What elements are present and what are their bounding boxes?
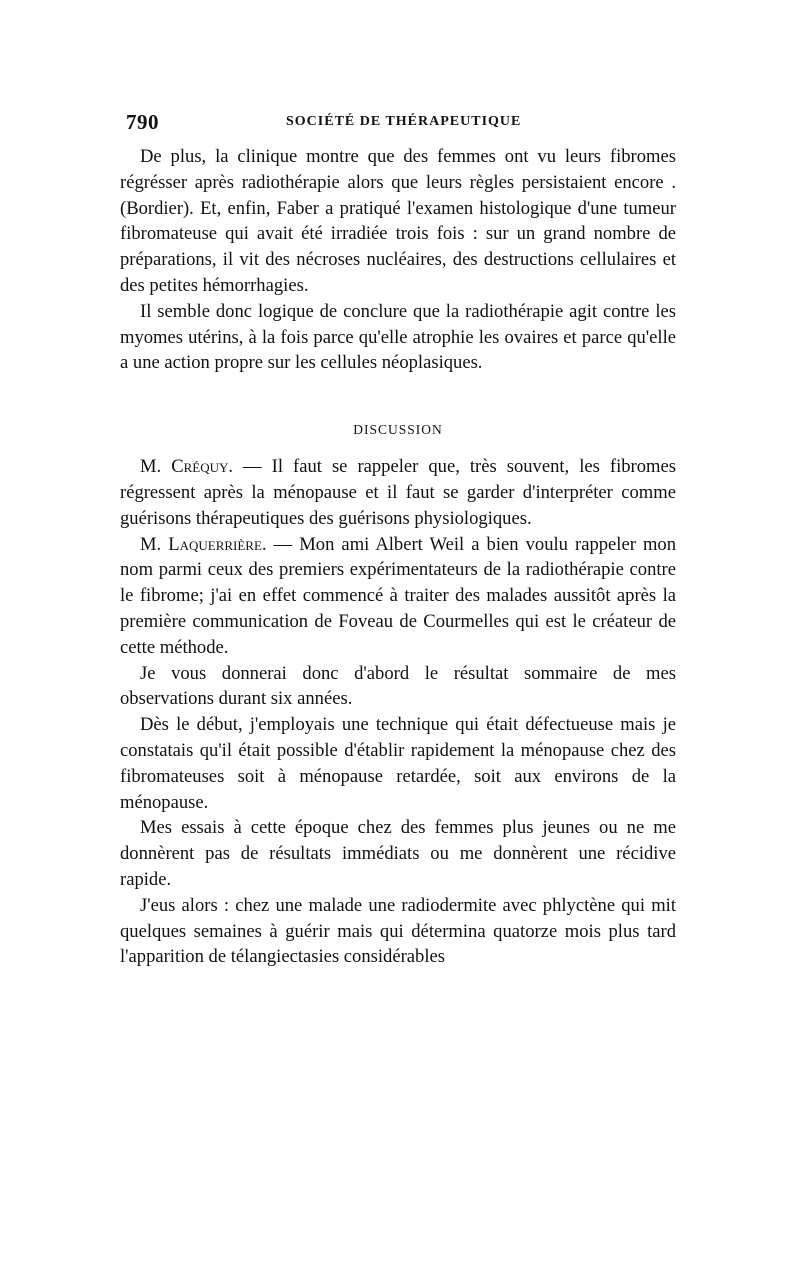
paragraph-radiodermatitis: J'eus alors : chez une malade une radiodermite avec phlyctène qui mit quelques semaines à guérir mais qui détermina quatorze mois plus tard l'apparition de télangiectasies considérables bbox=[120, 894, 676, 968]
journal-title: SOCIÉTÉ DE THÉRAPEUTIQUE bbox=[286, 114, 522, 129]
speaker-remark: — Il faut se rappeler que, très souvent, les fibromes régressent après la ménopause et il faut se garder d'interpréter comme guérisons thérapeutiques des guérisons physiologiques. bbox=[120, 456, 676, 529]
speaker-remark: — Mon ami Albert Weil a bien voulu rappeler mon nom parmi ceux des premiers expérimentateurs de la radiothérapie contre le fibrome; j'ai en effet commencé à traiter des malades aussitôt après la première communication de Foveau de Courmelles qui est le créateur de cette méthode. bbox=[120, 533, 677, 658]
speaker-name: M. Créquy. bbox=[140, 456, 234, 478]
paragraph-younger-patients: Mes essais à cette époque chez des femmes plus jeunes ou ne me donnèrent pas de résultats immédiats ou me donnèrent une récidive rapide. bbox=[120, 817, 676, 890]
discussion-entry-crequy bbox=[120, 454, 676, 531]
paragraph-conclusion: Il semble donc logique de conclure que la radiothérapie agit contre les myomes utérins, à la fois parce qu'elle atrophie les ovaires et parce qu'elle a une action propre sur les cellules néoplasiques. bbox=[120, 300, 676, 374]
running-head bbox=[120, 110, 676, 144]
speaker-name: M. Laquerrière. bbox=[140, 533, 267, 555]
discussion-entry-laquerriere bbox=[120, 532, 676, 661]
book-page bbox=[120, 110, 676, 970]
paragraph-clinical-evidence: De plus, la clinique montre que des femmes ont vu leurs fibromes régrésser après radiothérapie alors que leurs règles persistaient encore .(Bordier). Et, enfin, Faber a pratiqué l'examen histologique d'une tumeur fibromateuse qui avait été irradiée trois fois : sur un grand nombre de préparations, il vit des nécroses nucléaires, des destructions cellulaires et des petites hémorrhagies. bbox=[120, 146, 676, 296]
paragraph-results-summary: Je vous donnerai donc d'abord le résultat sommaire de mes observations durant six années. bbox=[120, 662, 676, 710]
section-heading-discussion: DISCUSSION bbox=[353, 422, 443, 438]
paragraph-early-technique: Dès le début, j'employais une technique qui était défectueuse mais je constatais qu'il était possible d'établir rapidement la ménopause chez des fibromateuses soit à ménopause retardée, soit aux environs de la ménopause. bbox=[120, 714, 676, 813]
page-number: 790 bbox=[126, 110, 159, 134]
